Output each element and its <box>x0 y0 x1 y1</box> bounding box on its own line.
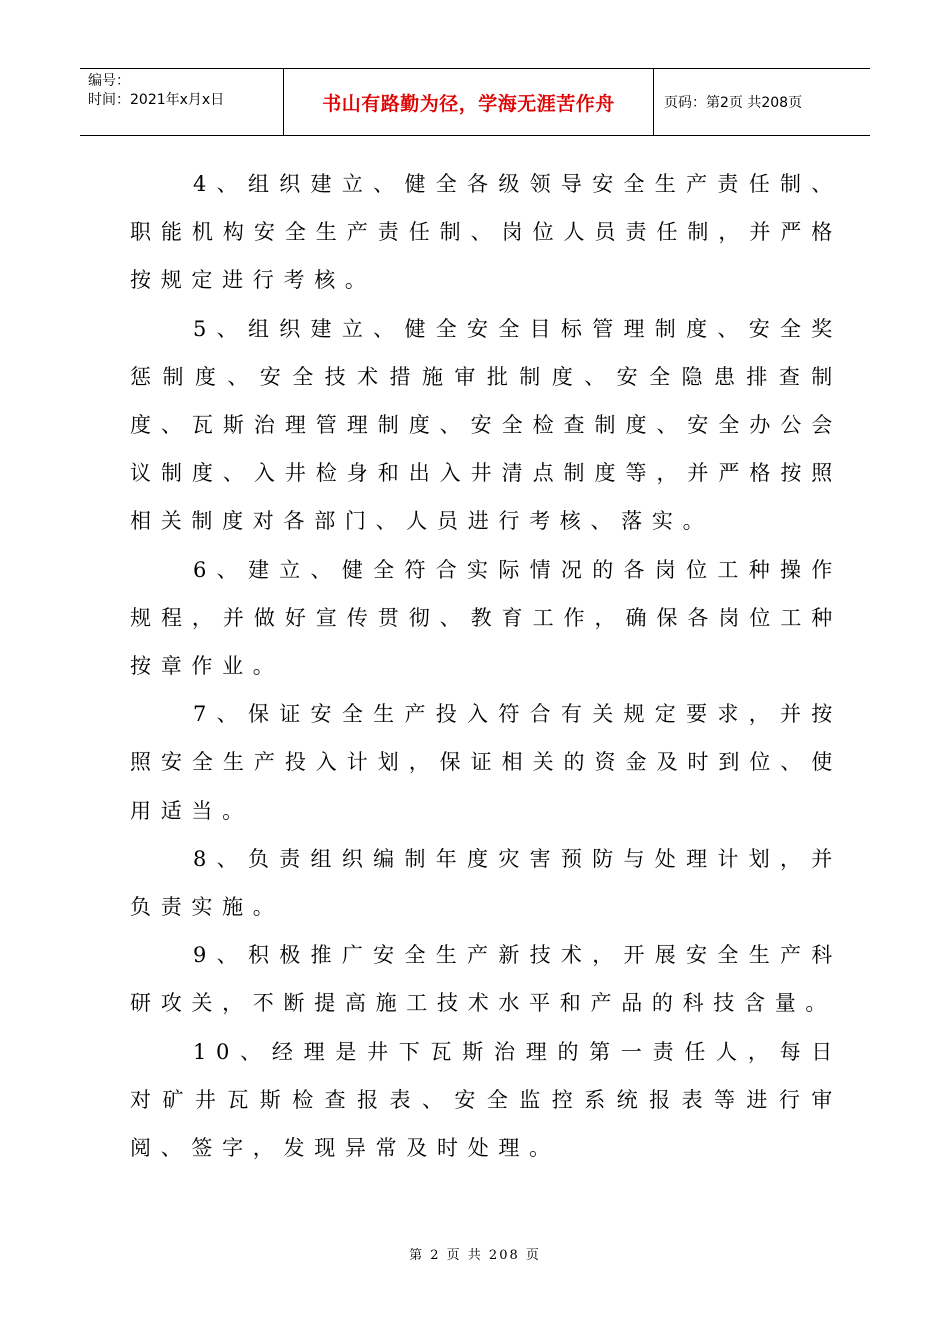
header-motto: 书山有路勤为径，学海无涯苦作舟 <box>283 69 654 135</box>
paragraph-5: 5、组织建立、健全安全目标管理制度、安全奖惩制度、安全技术措施审批制度、安全隐患排查制度、瓦斯治理管理制度、安全检查制度、安全办公会议制度、入井检身和出入井清点制度等，并严格按照相关制度对各部门、人员进行考核、落实。 <box>130 316 842 534</box>
paragraph-8: 8、负责组织编制年度灾害预防与处理计划，并负责实施。 <box>130 846 842 920</box>
document-body <box>130 160 842 1172</box>
header-page-info: 页码：第2页 共208页 <box>664 95 803 111</box>
header-meta <box>80 69 283 135</box>
page-footer: 第 2 页 共 208 页 <box>409 1248 541 1263</box>
paragraph-10: 10、经理是井下瓦斯治理的第一责任人，每日对矿井瓦斯检查报表、安全监控系统报表等进行审阅、签字，发现异常及时处理。 <box>130 1039 842 1161</box>
page-header <box>80 68 870 136</box>
document-number-label: 编号： <box>88 73 130 89</box>
paragraph-6: 6、建立、健全符合实际情况的各岗位工种操作规程，并做好宣传贯彻、教育工作，确保各岗位工种按章作业。 <box>130 557 842 679</box>
document-date-label: 时间：2021年x月x日 <box>88 92 225 108</box>
paragraph-4: 4、组织建立、健全各级领导安全生产责任制、职能机构安全生产责任制、岗位人员责任制，并严格按规定进行考核。 <box>130 172 842 293</box>
paragraph-9: 9、积极推广安全生产新技术，开展安全生产科研攻关，不断提高施工技术水平和产品的科技含量。 <box>130 943 842 1016</box>
paragraph-7: 7、保证安全生产投入符合有关规定要求，并按照安全生产投入计划，保证相关的资金及时到位、使用适当。 <box>130 702 842 823</box>
